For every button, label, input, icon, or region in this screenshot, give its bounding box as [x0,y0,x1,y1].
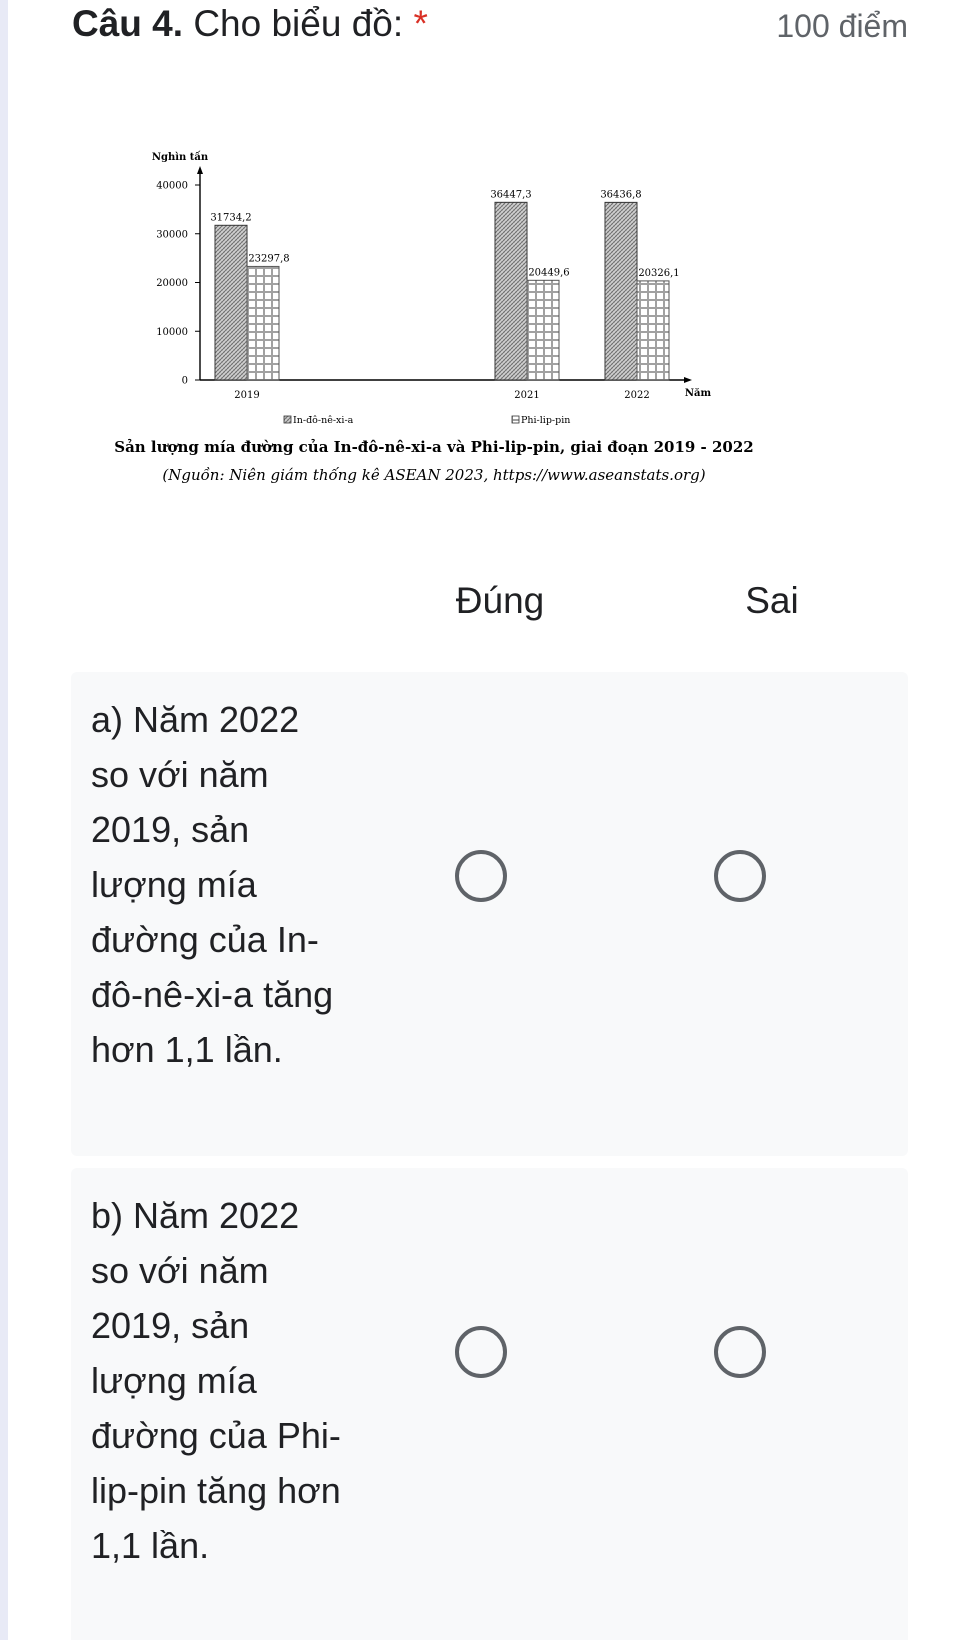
chart-y-tick-label: 40000 [156,180,188,192]
chart-data-label-philippines-2022: 20326,1 [638,267,680,279]
chart-bar-philippines-2021 [527,280,559,380]
chart-y-axis-arrow [197,166,203,174]
chart-y-tick-label: 30000 [156,229,188,241]
chart-y-tick-label: 10000 [156,326,188,338]
column-header-true: Đúng [455,580,545,621]
chart-y-tick-label: 20000 [156,278,188,289]
chart-data-label-philippines-2021: 20449,6 [528,267,570,279]
chart-y-tick-label: 0 [181,375,188,387]
chart-data-label-indonesia-2019: 31734,2 [210,212,252,224]
grid-row-b [71,1168,908,1640]
chart-x-tick-label: 2021 [514,390,540,401]
column-header-false: Sai [745,580,799,621]
question-chart-image [72,140,872,520]
chart-bar-philippines-2019 [247,266,279,380]
required-asterisk: * [413,3,428,44]
row-a-false-radio[interactable] [714,850,766,902]
chart-bar-indonesia-2019 [215,225,247,380]
row-a-true-radio[interactable] [455,850,507,902]
chart-x-tick-label: 2019 [234,390,260,401]
chart-legend-swatch-philippines [512,416,519,423]
chart-data-label-indonesia-2021: 36447,3 [490,189,532,201]
chart-title: Sản lượng mía đường của In-đô-nê-xi-a và Phi-lip-pin, giai đoạn 2019 - 2022 [114,438,754,456]
form-left-accent [0,0,8,1640]
question-text: Cho biểu đồ: [193,3,404,44]
chart-y-label: Nghìn tấn [151,152,209,163]
row-a-statement: a) Năm 2022 so với năm 2019, sản lượng mía đường của In-đô-nê-xi-a tăng hơn 1,1 lần. [91,699,334,1070]
question-points: 100 điểm [776,8,908,44]
grid-row-a [71,672,908,1156]
chart-bar-philippines-2022 [637,281,669,380]
chart-legend-label-indonesia: In-đô-nê-xi-a [293,415,354,426]
chart-legend-swatch-indonesia [284,416,291,423]
chart-bar-indonesia-2021 [495,202,527,380]
chart-data-label-philippines-2019: 23297,8 [248,253,290,265]
chart-legend-label-philippines: Phi-lip-pin [521,415,571,426]
question-header [72,2,908,46]
chart-data-label-indonesia-2022: 36436,8 [600,189,642,201]
question-title [72,2,428,46]
chart-bar-indonesia-2022 [605,202,637,380]
row-b-statement: b) Năm 2022 so với năm 2019, sản lượng mía đường của Phi-lip-pin tăng hơn 1,1 lần. [91,1195,341,1566]
chart-x-label: Năm [684,388,712,399]
bar-chart [72,140,872,520]
chart-source: (Nguồn: Niên giám thống kê ASEAN 2023, https://www.aseanstats.org) [162,466,706,484]
question-number: Câu 4. [72,3,184,44]
chart-x-tick-label: 2022 [624,390,650,401]
row-b-true-radio[interactable] [455,1326,507,1378]
row-b-false-radio[interactable] [714,1326,766,1378]
chart-x-axis-arrow [684,377,692,383]
